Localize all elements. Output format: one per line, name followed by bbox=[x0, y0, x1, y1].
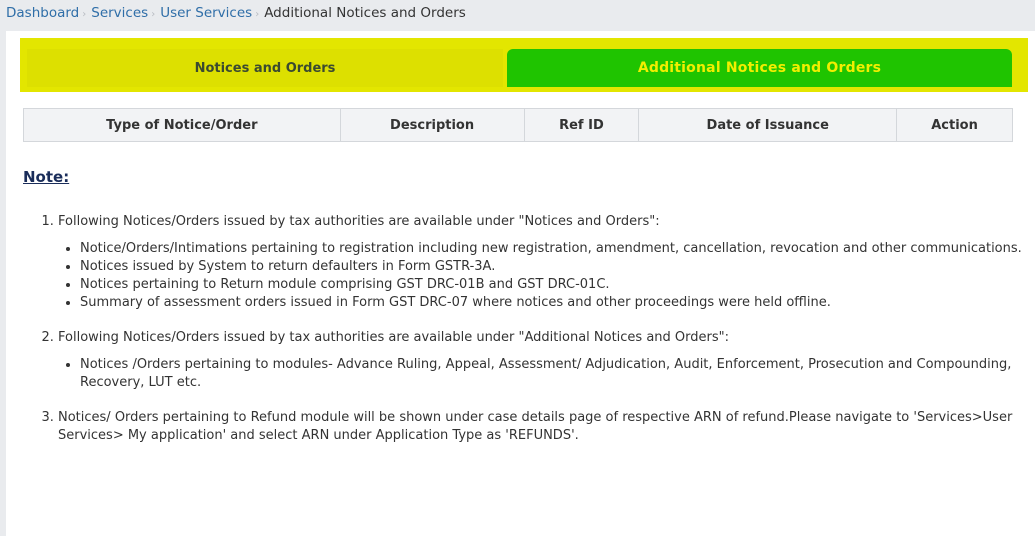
breadcrumb-separator-icon: › bbox=[255, 9, 260, 20]
breadcrumb-dashboard-link[interactable]: Dashboard bbox=[6, 5, 80, 21]
note-item bbox=[58, 409, 1024, 445]
main-panel bbox=[6, 31, 1035, 536]
column-header-date-of-issuance[interactable]: Date of Issuance bbox=[639, 109, 897, 142]
note-subitem: • Notice/Orders/Intimations pertaining to registration including new registration, amendment, cancellation, revocation and other communications. bbox=[80, 240, 1024, 258]
breadcrumb-separator-icon: › bbox=[151, 9, 156, 20]
breadcrumb-services-link[interactable]: Services bbox=[91, 5, 149, 21]
note-subitem: • Notices issued by System to return defaulters in Form GSTR-3A. bbox=[80, 258, 1024, 276]
note-subitem: • Notices /Orders pertaining to modules- Advance Ruling, Appeal, Assessment/ Adjudication, Audit, Enforcement, Prosecution and Compounding, Recovery, LUT etc. bbox=[80, 356, 1024, 392]
tab-notices-and-orders[interactable]: Notices and Orders bbox=[27, 49, 503, 87]
note-subitem: • Notices pertaining to Return module comprising GST DRC-01B and GST DRC-01C. bbox=[80, 276, 1024, 294]
note-item-text: Following Notices/Orders issued by tax authorities are available under "Notices and Orders": bbox=[58, 214, 660, 229]
note-item-text: Notices/ Orders pertaining to Refund module will be shown under case details page of respective ARN of refund.Please navigate to 'Services>User Services> My application' and select ARN under Application Type as 'REFUNDS'. bbox=[58, 410, 1013, 443]
column-header-description[interactable]: Description bbox=[340, 109, 524, 142]
breadcrumb-current: Additional Notices and Orders bbox=[264, 5, 466, 21]
column-header-ref-id[interactable]: Ref ID bbox=[524, 109, 639, 142]
note-item bbox=[58, 213, 1024, 312]
tab-additional-notices-and-orders[interactable]: Additional Notices and Orders bbox=[507, 49, 1012, 87]
table-header-row bbox=[24, 109, 1013, 142]
notices-table bbox=[23, 108, 1013, 142]
notes-list bbox=[24, 213, 1024, 462]
tab-bar bbox=[20, 38, 1028, 92]
column-header-action[interactable]: Action bbox=[897, 109, 1013, 142]
note-item bbox=[58, 329, 1024, 392]
breadcrumb bbox=[0, 0, 1035, 28]
note-item-text: Following Notices/Orders issued by tax authorities are available under "Additional Notices and Orders": bbox=[58, 330, 730, 345]
column-header-type[interactable]: Type of Notice/Order bbox=[24, 109, 341, 142]
breadcrumb-separator-icon: › bbox=[82, 9, 87, 20]
note-title: Note: bbox=[23, 168, 70, 186]
note-subitem: • Summary of assessment orders issued in Form GST DRC-07 where notices and other proceedings were held offline. bbox=[80, 294, 1024, 312]
breadcrumb-user-services-link[interactable]: User Services bbox=[160, 5, 253, 21]
